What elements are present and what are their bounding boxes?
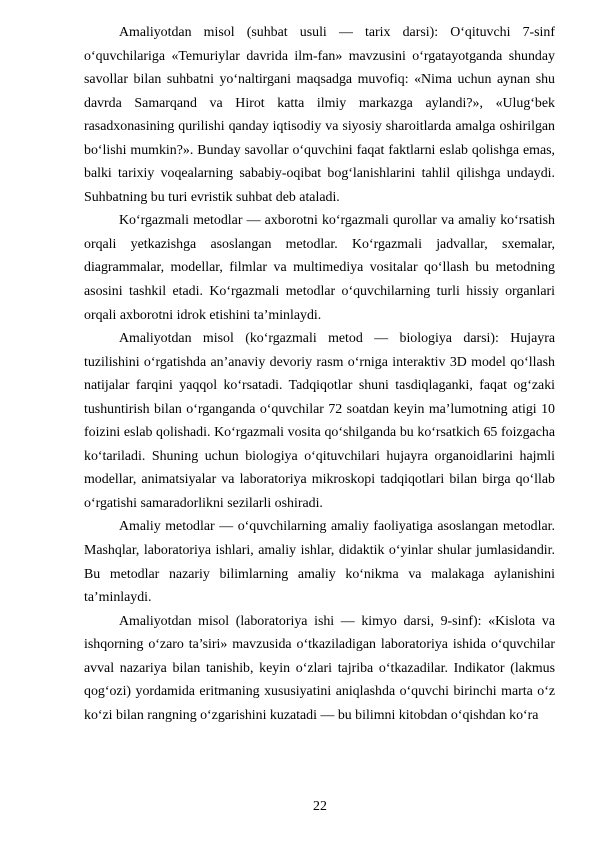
- paragraph-visual-methods: Ko‘rgazmali metodlar — axborotni ko‘rgazmali qurollar va amaliy ko‘rsatish orqali yetkazishga asoslangan metodlar. Ko‘rgazmali jadvallar, sxemalar, diagrammalar, modellar, filmlar va multimediya vositalar qo‘llash bu metodning asosini tashkil etadi. Ko‘rgazmali metodlar o‘quvchilarning turli hissiy organlari orqali axborotni idrok etishini ta’minlaydi.: [84, 213, 555, 323]
- paragraph-heuristic-conversation-example: Amaliyotdan misol (suhbat usuli — tarix darsi): O‘qituvchi 7-sinf o‘quvchilariga «Temuriylar davrida ilm-fan» mavzusini o‘rgatayotganda shunday savollar bilan suhbatni yo‘naltirgani maqsadga muvofiq: «Nima uchun aynan shu davrda Samarqand va Hirot katta ilmiy markazga aylandi?», «Ulug‘bek rasadxonasining qurilishi qanday iqtisodiy va siyosiy sharoitlarda amalga oshirilgan bo‘lishi mumkin?». Bunday savollar o‘quvchini faqat faktlarni eslab qolishga emas, balki tarixiy voqealarning sababiy-oqibat bog‘lanishlarini tahlil qilishga undaydi. Suhbatning bu turi evristik suhbat deb ataladi.: [84, 25, 555, 205]
- page-number: 22: [313, 799, 327, 814]
- paragraph-visual-method-biology-example: Amaliyotdan misol (ko‘rgazmali metod — biologiya darsi): Hujayra tuzilishini o‘rgatishda an’anaviy devoriy rasm o‘rniga interaktiv 3D model qo‘llash natijalar farqini yaqqol ko‘rsatadi. Tadqiqotlar shuni tasdiqlaganki, faqat og‘zaki tushuntirish bilan o‘rganganda o‘quvchilar 72 soatdan keyin ma’lumotning atigi 10 foizini eslab qolishadi. Ko‘rgazmali vosita qo‘shilganda bu ko‘rsatkich 65 foizgacha ko‘tariladi. Shuning uchun biologiya o‘qituvchilari hujayra organoidlarini hajmli modellar, animatsiyalar va laboratoriya mikroskopi tadqiqotlari bilan birga qo‘llab o‘rgatishi samaradorlikni sezilarli oshiradi.: [84, 331, 555, 511]
- paragraph-laboratory-chemistry-example: Amaliyotdan misol (laboratoriya ishi — kimyo darsi, 9-sinf): «Kislota va ishqorning o‘zaro ta’siri» mavzusida o‘tkaziladigan laboratoriya ishida o‘quvchilar avval nazariya bilan tanishib, keyin o‘zlari tajriba o‘tkazadilar. Indikator (lakmus qog‘ozi) yordamida eritmaning xususiyatini aniqlashda o‘quvchi birinchi marta o‘z ko‘zi bilan rangning o‘zgarishini kuzatadi — bu bilimni kitobdan o‘qishdan ko‘ra: [84, 613, 555, 723]
- body-text: [84, 21, 555, 727]
- paragraph-practical-methods: Amaliy metodlar — o‘quvchilarning amaliy faoliyatiga asoslangan metodlar. Mashqlar, laboratoriya ishlari, amaliy ishlar, didaktik o‘yinlar shular jumlasidandir. Bu metodlar nazariy bilimlarning amaliy ko‘nikma va malakaga aylanishini ta’minlaydi.: [84, 519, 555, 606]
